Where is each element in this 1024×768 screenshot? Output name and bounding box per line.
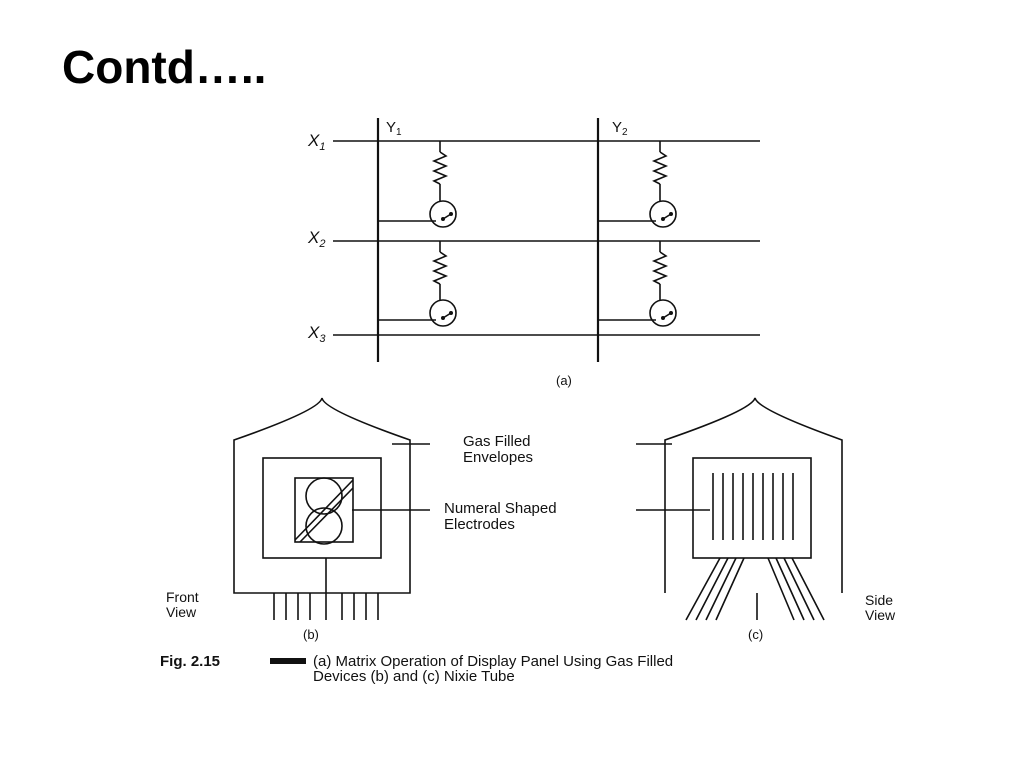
callout-elec-line1: Numeral Shaped <box>444 500 557 517</box>
caption-c: (c) <box>748 627 764 642</box>
cell-x2-y2 <box>598 241 676 326</box>
figure-caption-prefix: Fig. 2.15 <box>160 653 221 670</box>
callout-elec-line2: Electrodes <box>444 516 515 533</box>
row-label-x3: $X_3$ <box>308 323 326 345</box>
callout-gas-line1: Gas Filled <box>463 433 531 450</box>
cell-x1-y2 <box>598 141 676 227</box>
callout-gas-line2: Envelopes <box>463 449 534 466</box>
row-label-x1: $X_1$ <box>308 131 326 153</box>
side-leads <box>686 558 824 620</box>
caption-a: (a) <box>556 373 572 388</box>
col-label-y1: $Y_1$ <box>386 119 402 138</box>
front-label-line2: View <box>166 604 197 620</box>
cell-x2-y1 <box>378 241 456 326</box>
figure-caption <box>160 653 673 685</box>
slide-title: Contd….. <box>62 41 267 93</box>
front-view-tube <box>166 398 410 642</box>
side-electrodes <box>713 473 793 540</box>
callouts <box>352 433 710 533</box>
side-view-tube <box>665 398 896 642</box>
caption-b: (b) <box>303 627 319 642</box>
matrix-diagram <box>307 118 760 388</box>
front-label-line1: Front <box>166 589 199 605</box>
side-label-line2: View <box>865 607 896 623</box>
front-envelope <box>234 398 410 593</box>
figure-caption-line1: (a) Matrix Operation of Display Panel Using Gas Filled <box>313 653 674 670</box>
col-label-y2: $Y_2$ <box>612 119 628 138</box>
caption-dash <box>270 658 306 664</box>
cell-x1-y1 <box>378 141 456 227</box>
side-label-line1: Side <box>865 592 894 608</box>
row-label-x2: $X_2$ <box>308 228 326 250</box>
figure-caption-line2: Devices (b) and (c) Nixie Tube <box>313 668 515 685</box>
